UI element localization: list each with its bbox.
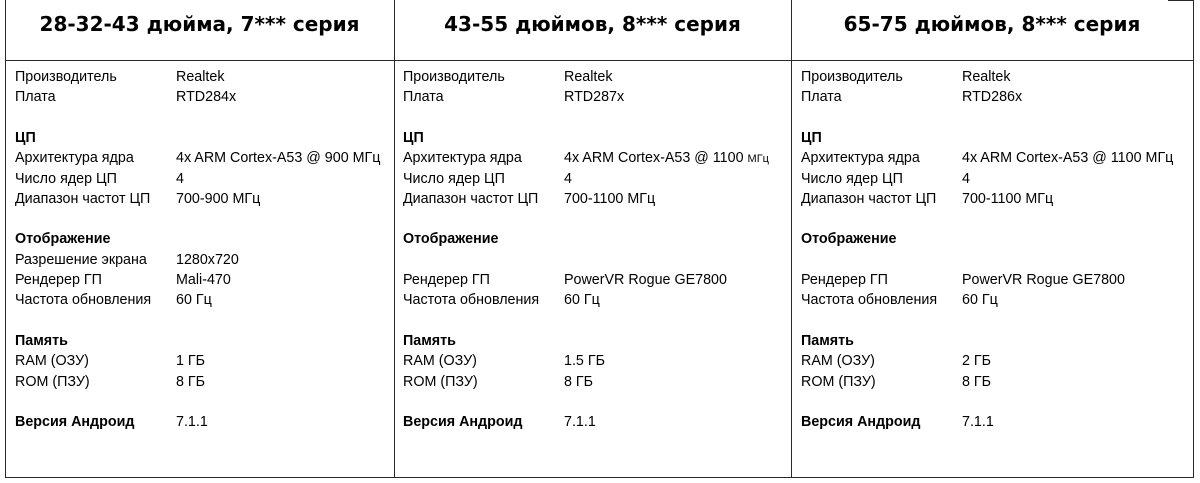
spec-value	[176, 351, 205, 371]
spec-column	[0, 0, 394, 483]
spec-label: Число ядер ЦП	[801, 170, 903, 187]
spec-label: Производитель	[801, 69, 903, 85]
spec-value-text: 4x ARM Cortex-A53 @ 1100	[564, 150, 744, 167]
spec-row	[0, 169, 394, 189]
spec-label: RAM (ОЗУ)	[15, 353, 89, 370]
spec-value	[962, 372, 991, 392]
spec-value-unit: МГц	[747, 153, 769, 166]
spec-row	[0, 351, 394, 371]
spec-value	[176, 169, 184, 189]
spec-label: Рендерер ГП	[403, 272, 490, 288]
spec-value-text: PowerVR Rogue GE7800	[564, 272, 727, 288]
spec-value-text: 60 Гц	[564, 292, 600, 309]
spec-value	[564, 412, 596, 432]
spec-value-text: 8 ГБ	[962, 373, 992, 390]
spec-value-text: 4	[176, 170, 184, 187]
spec-row	[388, 87, 791, 107]
spec-value	[564, 270, 727, 290]
spec-value-text: 4	[564, 170, 572, 187]
spec-label: Архитектура ядра	[403, 150, 522, 167]
section-heading: Отображение	[15, 231, 111, 248]
spacer-row	[388, 108, 791, 128]
spec-value-text: PowerVR Rogue GE7800	[962, 272, 1125, 288]
spacer-row	[786, 108, 1193, 128]
spec-label: Плата	[403, 89, 444, 106]
spacer-row	[388, 392, 791, 412]
spec-label: Плата	[15, 89, 56, 106]
spec-value-unit: МГц	[352, 150, 381, 167]
section-heading: Версия Андроид	[403, 414, 523, 431]
spec-row	[786, 128, 1193, 148]
spec-label: Архитектура ядра	[801, 150, 920, 167]
spec-row	[786, 67, 1193, 87]
spec-label: Диапазон частот ЦП	[15, 190, 151, 207]
spec-row	[786, 148, 1193, 168]
spec-label: Диапазон частот ЦП	[403, 190, 539, 207]
spec-label: Число ядер ЦП	[403, 170, 505, 187]
spec-row	[0, 128, 394, 148]
spec-row	[0, 189, 394, 209]
spec-value	[176, 148, 380, 168]
spec-value	[962, 351, 991, 371]
spec-row	[0, 412, 394, 432]
spec-row	[0, 331, 394, 351]
spacer-row	[0, 209, 394, 229]
spec-row	[0, 148, 394, 168]
section-heading: ЦП	[403, 129, 424, 146]
spec-label: Число ядер ЦП	[15, 170, 117, 187]
spec-row	[388, 290, 791, 310]
spec-value	[962, 290, 998, 310]
spec-row	[388, 229, 791, 249]
spec-row	[786, 412, 1193, 432]
spacer-row	[0, 108, 394, 128]
spec-value	[564, 87, 624, 107]
spec-label: Разрешение экрана	[15, 251, 147, 268]
spec-label: RAM (ОЗУ)	[403, 353, 477, 370]
spec-label: Плата	[801, 89, 842, 106]
section-heading: Версия Андроид	[801, 414, 921, 431]
spec-value-text: RTD286x	[962, 89, 1023, 106]
spec-row	[0, 290, 394, 310]
spec-row	[388, 270, 791, 290]
spec-row	[388, 351, 791, 371]
spec-value	[962, 189, 1053, 209]
spec-row	[388, 372, 791, 392]
spec-label: Рендерер ГП	[15, 272, 102, 288]
spec-label: RAM (ОЗУ)	[801, 353, 875, 370]
section-heading: Отображение	[801, 231, 897, 248]
spacer-row	[388, 250, 791, 270]
spec-value	[176, 270, 231, 290]
spec-value	[176, 372, 205, 392]
spec-label: Рендерер ГП	[801, 272, 888, 288]
spec-row	[0, 372, 394, 392]
spec-row	[388, 128, 791, 148]
spec-row	[786, 169, 1193, 189]
spec-value	[962, 270, 1125, 290]
section-heading: ЦП	[15, 129, 36, 146]
spec-value-text: 7.1.1	[176, 414, 208, 431]
spec-value-text: 4	[962, 170, 970, 187]
spacer-row	[786, 250, 1193, 270]
spec-row	[388, 67, 791, 87]
spec-value-text: 1280x720	[176, 251, 239, 268]
spec-value-text: 4x ARM Cortex-A53 @ 1100	[962, 150, 1142, 167]
spec-label: Производитель	[15, 69, 117, 85]
spec-row	[786, 87, 1193, 107]
spec-value-text: Realtek	[962, 69, 1011, 85]
spacer-row	[786, 392, 1193, 412]
spec-value	[962, 148, 1173, 168]
spec-value-text: 2 ГБ	[962, 353, 992, 370]
spec-row	[0, 67, 394, 87]
spec-row	[0, 250, 394, 270]
spec-value-text: 8 ГБ	[564, 373, 594, 390]
spec-value-text: 60 Гц	[962, 292, 998, 309]
spec-value-text: 1.5 ГБ	[564, 353, 605, 370]
spec-row	[786, 351, 1193, 371]
spacer-row	[786, 209, 1193, 229]
spec-value-text: 8 ГБ	[176, 373, 206, 390]
column-header: 65-75 дюймов, 8*** серия	[843, 12, 1141, 36]
spec-value	[564, 67, 612, 87]
spec-column	[786, 0, 1193, 483]
spec-row	[388, 412, 791, 432]
column-header: 28-32-43 дюйма, 7*** серия	[39, 12, 360, 36]
spec-row	[388, 169, 791, 189]
spec-value-text: 60 Гц	[176, 292, 212, 309]
spec-label: Диапазон частот ЦП	[801, 190, 937, 207]
spec-row	[0, 270, 394, 290]
spec-value	[176, 189, 260, 209]
spec-column	[388, 0, 791, 483]
spec-value	[962, 87, 1022, 107]
spec-label: Архитектура ядра	[15, 150, 134, 167]
spec-label: Частота обновления	[403, 292, 540, 309]
spec-value-text: Mali-470	[176, 272, 231, 288]
spec-row	[786, 372, 1193, 392]
spec-row	[786, 229, 1193, 249]
spec-label: ROM (ПЗУ)	[801, 373, 876, 390]
spec-label: ROM (ПЗУ)	[403, 373, 478, 390]
spec-row	[0, 229, 394, 249]
spec-value-unit: МГц	[1145, 150, 1174, 167]
spec-label: Частота обновления	[801, 292, 938, 309]
spec-value	[176, 290, 212, 310]
spec-value-text: Realtek	[564, 69, 613, 85]
spec-value	[962, 412, 994, 432]
spec-row	[388, 189, 791, 209]
spec-value	[564, 189, 655, 209]
spec-row	[786, 331, 1193, 351]
spec-row	[786, 290, 1193, 310]
spec-value	[176, 412, 208, 432]
column-header: 43-55 дюймов, 8*** серия	[444, 12, 741, 36]
spec-value	[176, 87, 236, 107]
spec-value-text: Realtek	[176, 69, 225, 85]
spec-value-text: 700-900 МГц	[176, 190, 261, 207]
spec-value	[962, 67, 1010, 87]
spacer-row	[0, 392, 394, 412]
spec-row	[786, 189, 1193, 209]
spec-row	[388, 331, 791, 351]
section-heading: Память	[15, 332, 68, 349]
spec-value	[564, 351, 605, 371]
spec-value	[962, 169, 970, 189]
section-heading: ЦП	[801, 129, 822, 146]
spec-value-text: 7.1.1	[564, 414, 596, 431]
spec-row	[786, 270, 1193, 290]
spec-value	[176, 250, 239, 270]
spec-label: Частота обновления	[15, 292, 152, 309]
spec-row	[388, 148, 791, 168]
spec-label: ROM (ПЗУ)	[15, 373, 90, 390]
spec-value-text: RTD287x	[564, 89, 625, 106]
spec-value	[564, 290, 600, 310]
section-heading: Версия Андроид	[15, 414, 135, 431]
spec-value-text: 1 ГБ	[176, 353, 206, 370]
spec-value-text: 7.1.1	[962, 414, 994, 431]
spec-value	[564, 148, 769, 169]
spacer-row	[786, 311, 1193, 331]
spec-row	[0, 87, 394, 107]
spacer-row	[388, 209, 791, 229]
spec-value	[176, 67, 224, 87]
spec-label: Производитель	[403, 69, 505, 85]
spec-value	[564, 169, 572, 189]
column-divider	[1193, 0, 1194, 478]
spec-value-text: 700-1100 МГц	[564, 190, 656, 207]
spec-value	[564, 372, 593, 392]
section-heading: Отображение	[403, 231, 499, 248]
section-heading: Память	[403, 332, 456, 349]
spec-value-text: 700-1100 МГц	[962, 190, 1054, 207]
spacer-row	[388, 311, 791, 331]
section-heading: Память	[801, 332, 854, 349]
spec-value-text: RTD284x	[176, 89, 237, 106]
spacer-row	[0, 311, 394, 331]
spec-value-text: 4x ARM Cortex-A53 @ 900	[176, 150, 349, 167]
